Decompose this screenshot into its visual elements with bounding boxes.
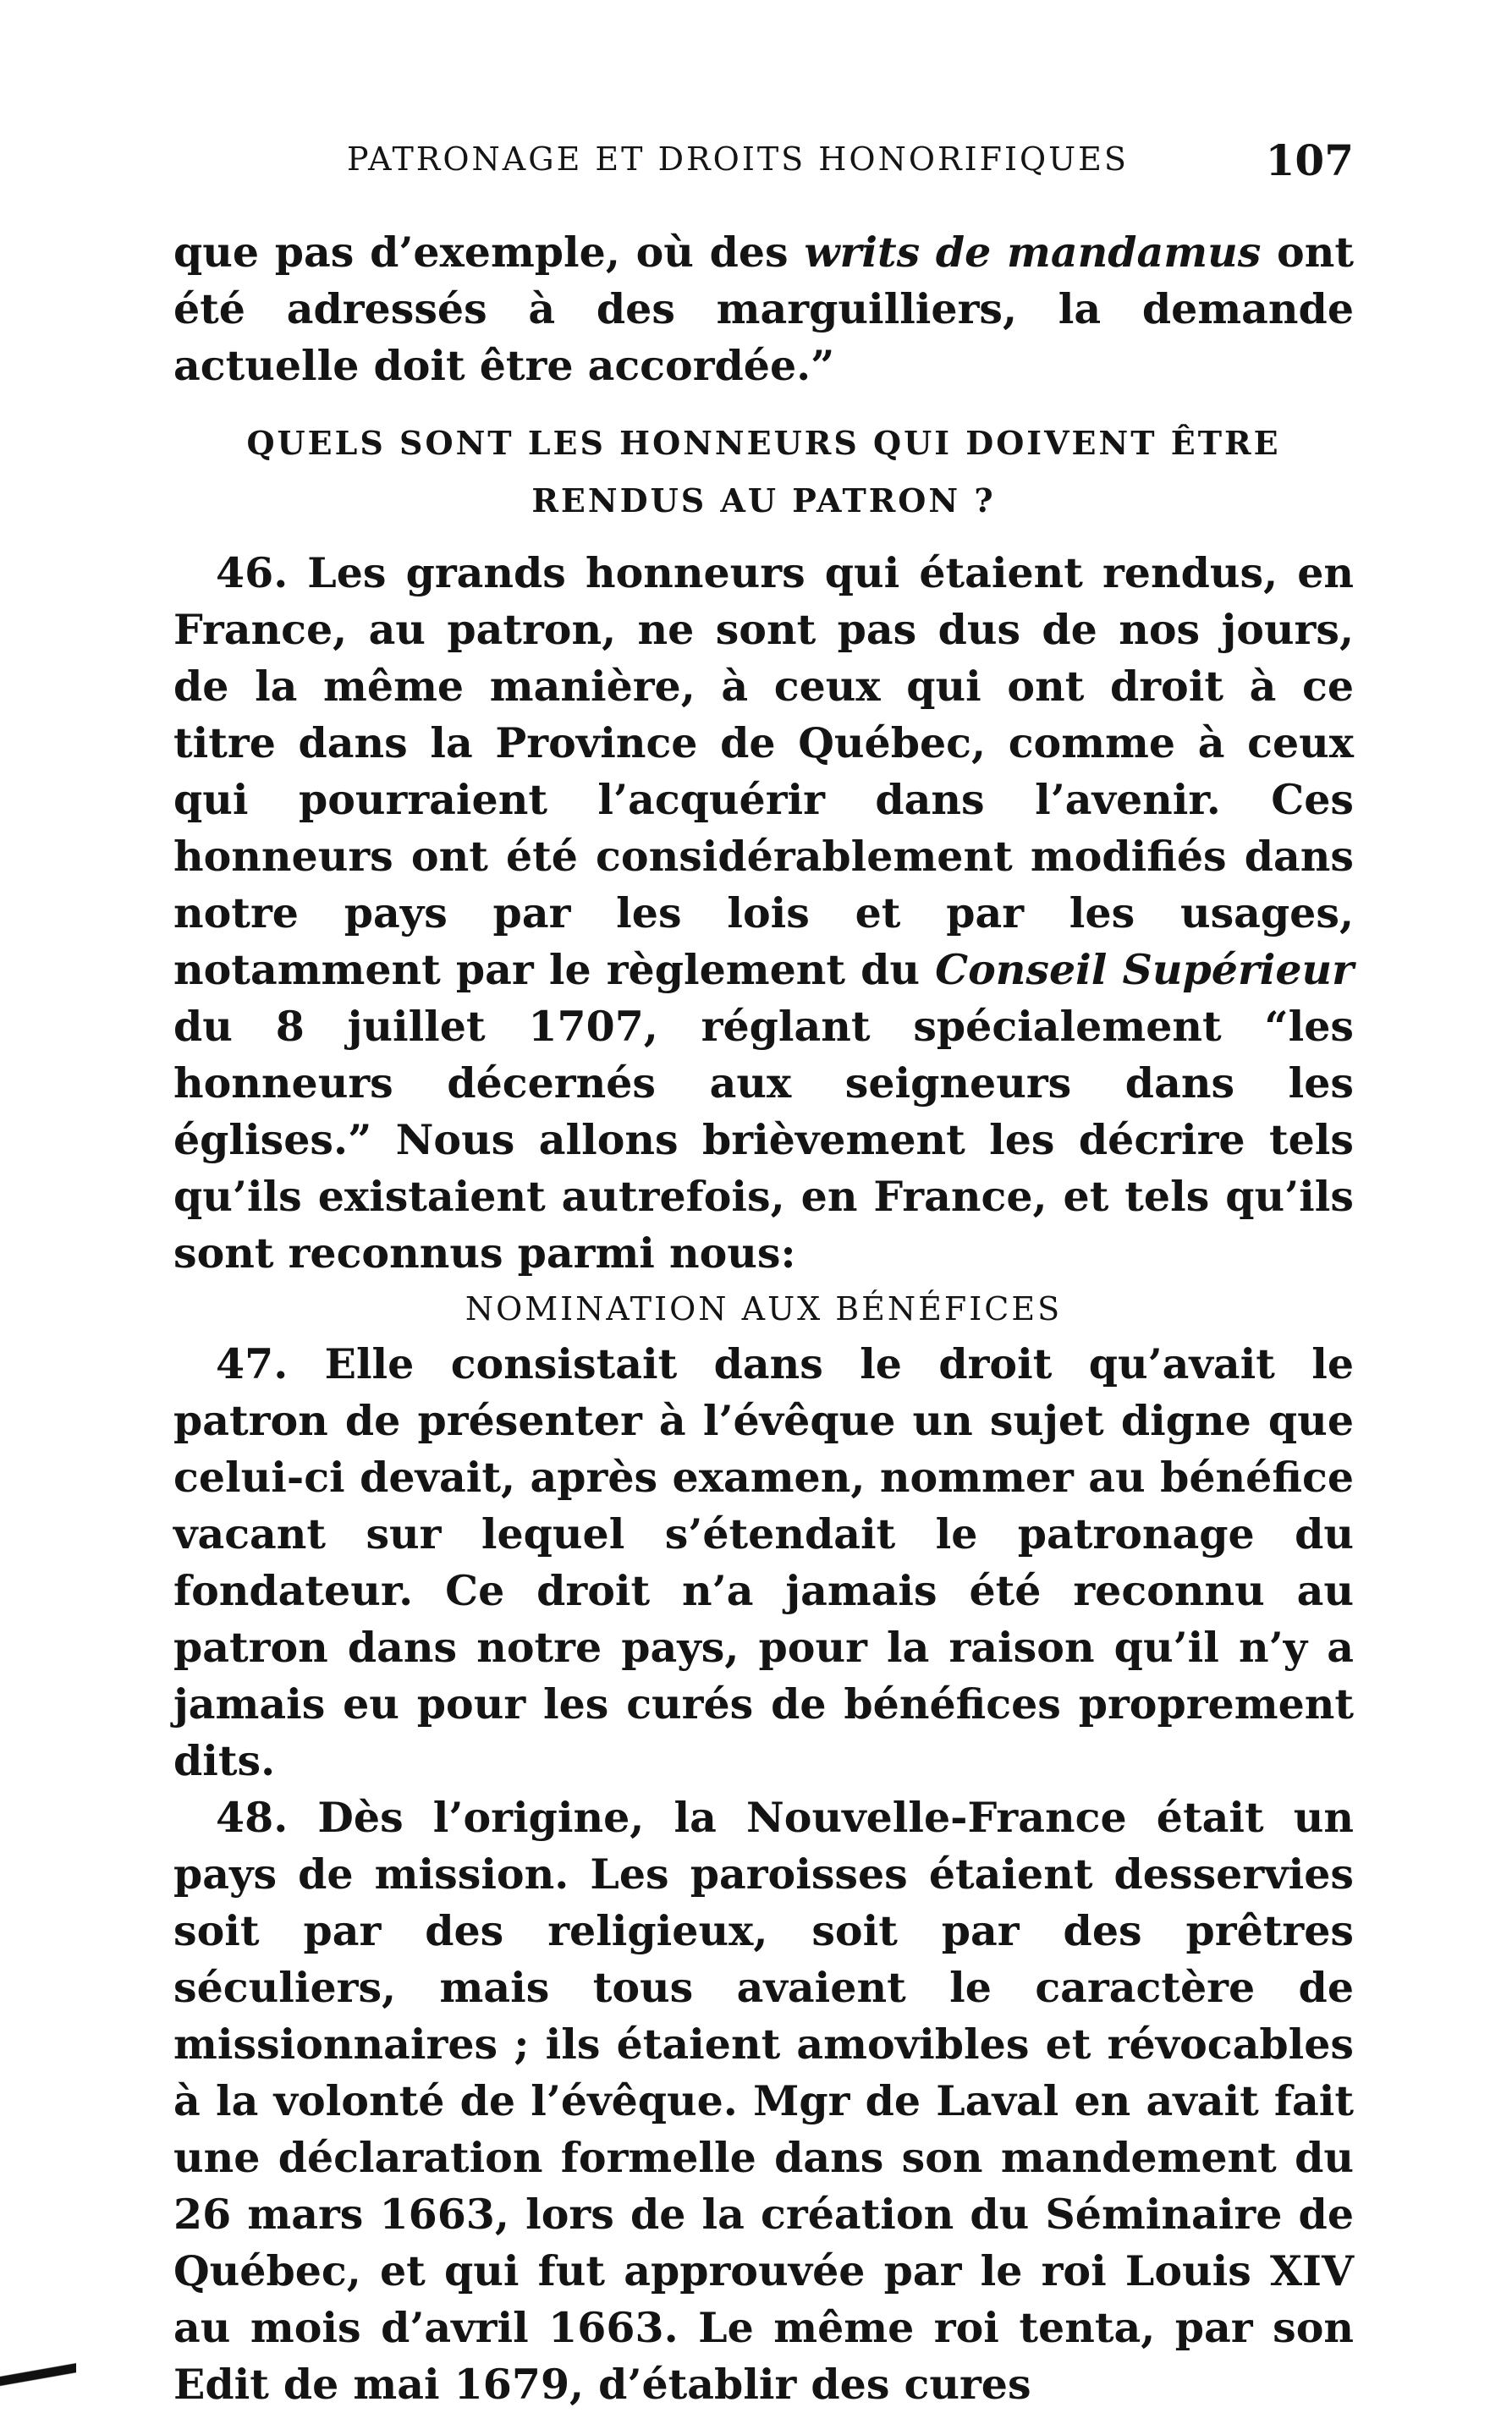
italic-phrase: Conseil Supérieur	[935, 945, 1354, 994]
paragraph-48: 48. Dès l’origine, la Nouvelle-France était un pays de mission. Les paroisses étaient desservies soit par des religieux, soit par des prêtres séculiers, mais tous avaient le caractère de missionnaires ; ils étaient amovibles et révocables à la volonté de l’évêque. Mgr de Laval en avait fait une déclaration formelle dans son mandement du 26 mars 1663, lors de la création du Séminaire de Québec, et qui fut approuvée par le roi Louis XIV au mois d’avril 1663. Le même roi tenta, par son Edit de mai 1679, d’établir des cures	[173, 1793, 1354, 2409]
paragraph-text: ont été adressés à des marguilliers, la demande actuelle doit être accordée.”	[173, 228, 1354, 390]
section-heading-line: RENDUS AU PATRON ?	[531, 481, 996, 519]
paragraph-47: 47. Elle consistait dans le droit qu’avait le patron de présenter à l’évêque un sujet digne que celui-ci devait, après examen, nommer au bénéfice vacant sur lequel s’étendait le patronage du fondateur. Ce droit n’a jamais été reconnu au patron dans notre pays, pour la raison qu’il n’y a jamais eu pour les curés de bénéfices proprement dits.	[173, 1339, 1354, 1785]
page-body	[173, 224, 1354, 2413]
section-heading-nomination: NOMINATION AUX BÉNÉFICES	[465, 1290, 1063, 1327]
page-number: 107	[1265, 135, 1354, 185]
italic-phrase: writs de mandamus	[804, 228, 1262, 277]
scan-edge-mark	[0, 2357, 76, 2391]
paragraph-text: du 8 juillet 1707, réglant spécialement “les honneurs décernés aux seigneurs dans les églises.” Nous allons brièvement les décrire tels qu’ils existaient autrefois, en France, et tels qu’ils sont reconnus parmi nous:	[173, 1002, 1354, 1278]
paragraph-continuation	[173, 224, 1354, 394]
section-heading-honneurs	[173, 415, 1354, 530]
paragraph-text: que pas d’exemple, où des	[173, 228, 805, 277]
running-head	[169, 135, 1354, 186]
running-title: PATRONAGE ET DROITS HONORIFIQUES	[347, 140, 1129, 178]
paragraph-text: 46. Les grands honneurs qui étaient rendus, en France, au patron, ne sont pas dus de nos jours, de la même manière, à ceux qui ont droit à ce titre dans la Province de Québec, comme à ceux qui pourraient l’acquérir dans l’avenir. Ces honneurs ont été considérablement modifiés dans notre pays par les lois et par les usages, notamment par le règlement du	[173, 548, 1354, 994]
section-heading-line: QUELS SONT LES HONNEURS QUI DOIVENT ÊTRE	[246, 424, 1281, 462]
paragraph-46	[173, 545, 1354, 1282]
